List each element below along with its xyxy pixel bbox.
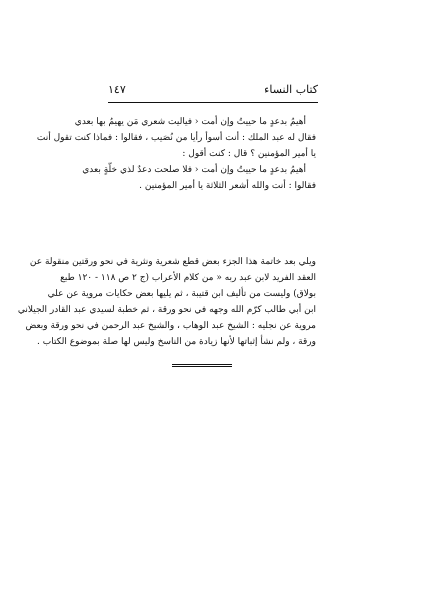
note-line: ورقة ، ولم نشأ إثباتها لأنها زيادة من الناسخ وليس لها صلة بموضوع الكتاب . (37, 337, 316, 347)
verse-line: أهيمُ بدعدٍ ما حييتُ وإن أمت ‹ فلا صلحت دعدٌ لذي خلّةٍ بعدي (82, 165, 306, 175)
text-line: يا أمير المؤمنين ؟ قال : كنت أقول : (182, 149, 316, 159)
note-line: بولاق) وليست من تأليف ابن قتيبة ، ثم يليها بعض حكايات مروية عن علي (47, 289, 316, 299)
poem-block (36, 114, 316, 194)
page-header (108, 80, 318, 102)
text-line: فقال له عبد الملك : أنت أسوأ رأيا من نُصَيب ، فقالوا : فماذا كنت تقول أنت (36, 133, 316, 143)
verse-line: أهيمُ بدعدٍ ما حييتُ وإن أمت ‹ فياليت شعري مَن يهيمُ بها بعدي (74, 117, 306, 127)
page-number: ١٤٧ (108, 83, 126, 96)
note-line: العقد الفريد لابن عبد ربه « من كلام الأعراب (ج ٢ ص ١١٨ - ١٢٠ طبع (60, 273, 316, 283)
end-divider (172, 364, 232, 367)
chapter-title: كتاب النساء (264, 83, 318, 96)
header-rule (108, 102, 318, 103)
note-line: ابن أبي طالب كرّم الله وجهه في نحو ورقة ، ثم خطبة لسيدي عبد القادر الجيلاني (17, 305, 316, 315)
editor-note (17, 254, 316, 350)
note-line: مروية عن نجليه : الشيخ عبد الوهاب ، والشيخ عبد الرحمن في نحو ورقة وبعض (25, 321, 316, 331)
text-line: فقالوا : أنت والله أشعر الثلاثة يا أمير المؤمنين . (139, 181, 316, 191)
note-line: ويلي بعد خاتمة هذا الجزء بعض قطع شعرية ونثرية في نحو ورقتين منقولة عن (29, 257, 316, 267)
